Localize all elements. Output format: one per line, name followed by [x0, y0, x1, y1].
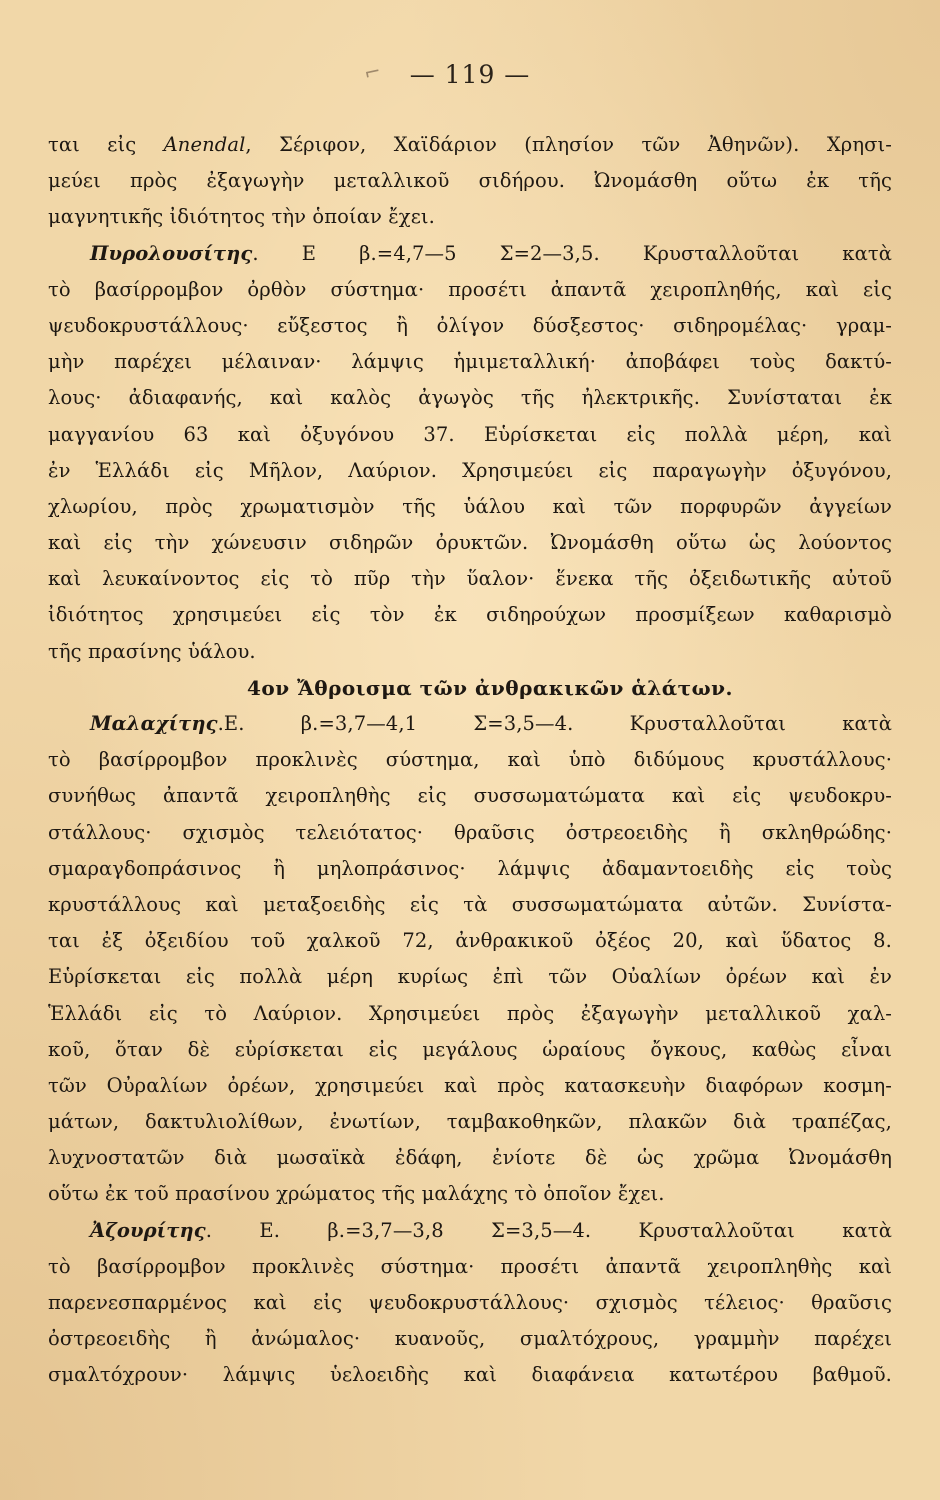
text-line: [48, 127, 892, 163]
text-line: [48, 815, 892, 851]
text-line: [48, 272, 892, 308]
text-segment: , Σέριφον, Χαϊδάριον (πλησίον τῶν Ἀθηνῶν). Χρησι-: [245, 133, 892, 156]
text-line: [48, 706, 892, 742]
text-line: [48, 1176, 892, 1212]
text-segment: παρενεσπαρμένος καὶ εἰς ψευδοκρυστάλλους· σχισμὸς τέλειος· θραῦσις: [48, 1291, 892, 1314]
text-segment: λους· ἀδιαφανής, καὶ καλὸς ἀγωγὸς τῆς ἠλεκτρικῆς. Συνίσταται ἐκ: [48, 386, 892, 410]
text-segment: μὴν παρέχει μέλαιναν· λάμψις ἡμιμεταλλική· ἀποβάφει τοὺς δακτύ-: [48, 350, 892, 374]
text-segment: ψευδοκρυστάλλους· εὔξεστος ἢ ὀλίγον δύσξεστος· σιδηρομέλας· γραμ-: [48, 313, 892, 337]
text-line: [48, 778, 892, 814]
text-line: [48, 1285, 892, 1321]
text-segment: ἐν Ἑλλάδι εἰς Μῆλον, Λαύριον. Χρησιμεύει εἰς παραγωγὴν ὀξυγόνου,: [48, 458, 892, 482]
text-segment: ἰδιότητος χρησιμεύει εἰς τὸν ἐκ σιδηρούχων προσμίξεων καθαρισμὸ: [48, 603, 892, 627]
text-line: [48, 959, 892, 995]
text-line: [48, 1140, 892, 1176]
text-line: [48, 199, 892, 235]
text-segment: μαγγανίου 63 καὶ ὀξυγόνου 37. Εὑρίσκεται εἰς πολλὰ μέρη, καὶ: [48, 422, 892, 446]
text-line: [48, 1249, 892, 1285]
text-segment: ται εἰς: [48, 133, 164, 156]
text-segment: Ἑλλάδι εἰς τὸ Λαύριον. Χρησιμεύει πρὸς ἐξαγωγὴν μεταλλικοῦ χαλ-: [48, 1001, 892, 1025]
text-line: [48, 742, 892, 778]
mineral-term: Πυρολουσίτης: [90, 241, 253, 265]
text-segment: .Ε. β.=3,7—4,1 Σ=3,5—4. Κρυσταλλοῦται κατὰ: [217, 712, 892, 735]
text-segment: οὕτω ἐκ τοῦ πρασίνου χρώματος τῆς μαλάχης τὸ ὁποῖον ἔχει.: [48, 1182, 665, 1206]
text-line: [48, 1321, 892, 1357]
text-segment: μαγνητικῆς ἰδιότητος τὴν ὁποίαν ἔχει.: [48, 205, 435, 229]
text-segment: λυχνοστατῶν διὰ μωσαϊκὰ ἐδάφη, ἐνίοτε δὲ ὡς χρῶμα Ὠνομάσθη: [48, 1146, 892, 1170]
text-segment: μάτων, δακτυλιολίθων, ἐνωτίων, ταμβακοθηκῶν, πλακῶν διὰ τραπέζας,: [48, 1110, 892, 1134]
text-line: [48, 996, 892, 1032]
page-number: — 119 —: [409, 60, 531, 89]
text-line: [48, 163, 892, 199]
text-line: [48, 851, 892, 887]
mineral-term: Μαλαχίτης: [90, 712, 218, 735]
text-line: [48, 561, 892, 597]
text-line: [48, 308, 892, 344]
text-segment: μεύει πρὸς ἐξαγωγὴν μεταλλικοῦ σιδήρου. Ὠνομάσθη οὕτω ἐκ τῆς: [48, 169, 892, 193]
text-segment: ὀστρεοειδὴς ἢ ἀνώμαλος· κυανοῦς, σμαλτόχρους, γραμμὴν παρέχει: [48, 1327, 892, 1351]
text-line: [48, 525, 892, 561]
text-line: [48, 1357, 892, 1393]
text-line: [48, 489, 892, 525]
text-segment: τὸ βασίρρομβον ὀρθὸν σύστημα· προσέτι ἀπαντᾶ χειροπληθής, καὶ εἰς: [48, 277, 892, 301]
text-line: [48, 453, 892, 489]
text-line: [48, 597, 892, 633]
text-segment: χλωρίου, πρὸς χρωματισμὸν τῆς ὑάλου καὶ τῶν πορφυρῶν ἀγγείων: [48, 494, 892, 518]
text-segment: συνήθως ἀπαντᾶ χειροπληθὴς εἰς συσσωματώματα καὶ εἰς ψευδοκρυ-: [48, 784, 892, 808]
text-segment: τὸ βασίρρομβον προκλινὲς σύστημα, καὶ ὑπὸ διδύμους κρυστάλλους·: [48, 748, 892, 772]
text-line: [48, 1104, 892, 1140]
text-segment: . Ε β.=4,7—5 Σ=2—3,5. Κρυσταλλοῦται κατὰ: [252, 241, 892, 265]
text-line: [48, 344, 892, 380]
text-segment: σμαραγδοπράσινος ἢ μηλοπράσινος· λάμψις ἀδαμαντοειδὴς εἰς τοὺς: [48, 856, 892, 880]
text-segment: στάλλους· σχισμὸς τελειότατος· θραῦσις ὀστρεοειδὴς ἢ σκληθρώδης·: [48, 820, 892, 844]
text-line: [48, 1068, 892, 1104]
text-segment: . Ε. β.=3,7—3,8 Σ=3,5—4. Κρυσταλλοῦται κατὰ: [205, 1218, 892, 1242]
text-segment: τῆς πρασίνης ὑάλου.: [48, 639, 256, 663]
text-segment: τὸ βασίρρομβον προκλινὲς σύστημα· προσέτι ἀπαντᾶ χειροπληθὴς καὶ: [48, 1254, 892, 1278]
text-line: [48, 634, 892, 670]
text-segment: Εὑρίσκεται εἰς πολλὰ μέρη κυρίως ἐπὶ τῶν Οὐαλίων ὀρέων καὶ ἐν: [48, 965, 892, 989]
text-line: [48, 417, 892, 453]
text-segment: σμαλτόχρουν· λάμψις ὑελοειδὴς καὶ διαφάνεια κατωτέρου βαθμοῦ.: [48, 1363, 892, 1387]
text-segment: καὶ εἰς τὴν χώνευσιν σιδηρῶν ὀρυκτῶν. Ὠνομάσθη οὕτω ὡς λούοντος: [48, 531, 892, 555]
text-segment: κρυστάλλους καὶ μεταξοειδὴς εἰς τὰ συσσωματώματα αὐτῶν. Συνίστα-: [48, 892, 892, 916]
text-line: [48, 923, 892, 959]
text-segment: κοῦ, ὅταν δὲ εὑρίσκεται εἰς μεγάλους ὡραίους ὄγκους, καθὼς εἶναι: [48, 1037, 892, 1061]
text-line: [48, 380, 892, 416]
pencil-mark-icon: ⌐: [361, 58, 384, 86]
text-line: [48, 887, 892, 923]
text-line: [48, 236, 892, 272]
text-segment: καὶ λευκαίνοντος εἰς τὸ πῦρ τὴν ὕαλον· ἕνεκα τῆς ὀξειδωτικῆς αὐτοῦ: [48, 567, 892, 591]
text-line: [48, 1032, 892, 1068]
body-text: [48, 127, 892, 1394]
text-segment: Anendal: [163, 133, 246, 156]
text-segment: ται ἐξ ὀξειδίου τοῦ χαλκοῦ 72, ἀνθρακικοῦ ὀξέος 20, καὶ ὕδατος 8.: [48, 929, 892, 953]
text-line: [48, 1213, 892, 1249]
section-heading: [48, 670, 892, 706]
mineral-term: Ἀζουρίτης: [90, 1218, 206, 1242]
text-segment: τῶν Οὐραλίων ὀρέων, χρησιμεύει καὶ πρὸς κατασκευὴν διαφόρων κοσμη-: [48, 1073, 892, 1097]
text-segment: 4ον Ἄθροισμα τῶν ἀνθρακικῶν ἁλάτων.: [247, 675, 733, 700]
